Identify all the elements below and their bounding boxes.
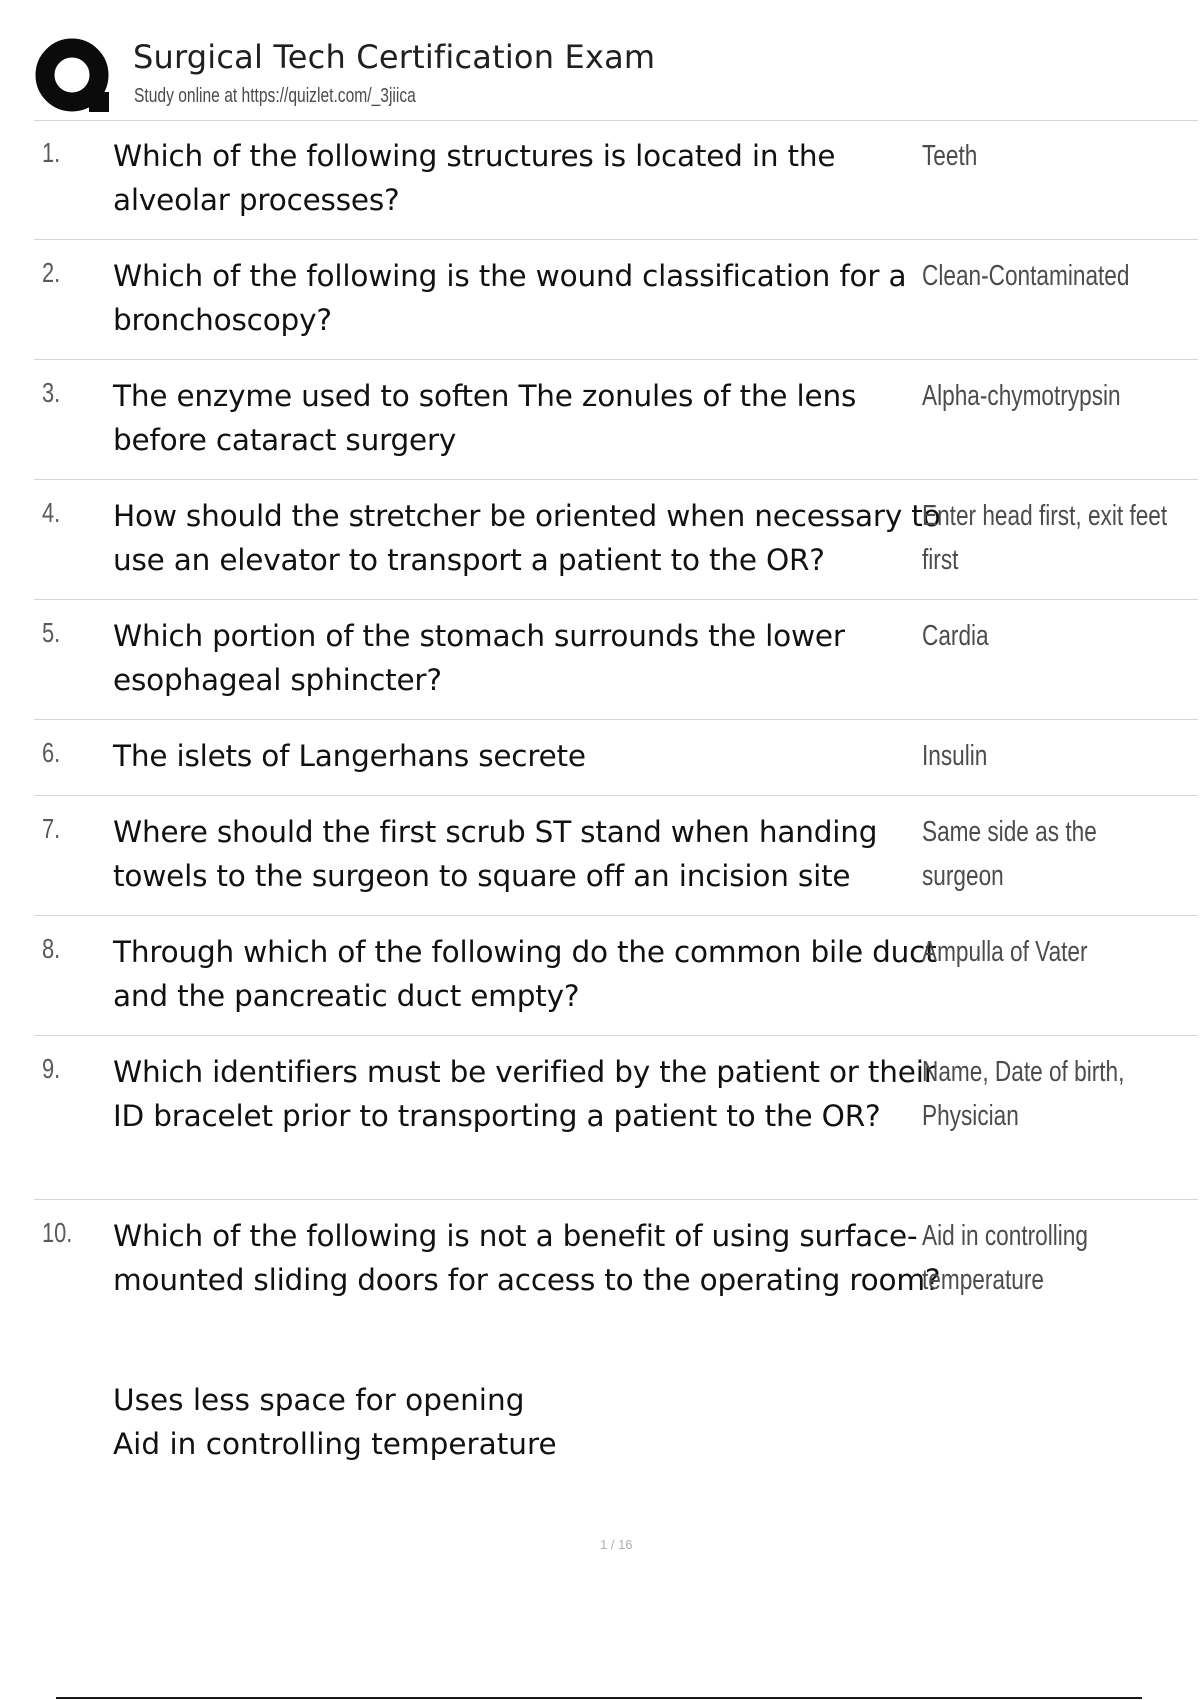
question-row-6 [34,720,1198,796]
question-row-9 [34,1036,1198,1200]
answer-text: Name, Date of birth, Physician [922,1056,1125,1132]
question-row-7 [34,796,1198,916]
answer-text: Enter head first, exit feet first [922,500,1168,576]
answer-text: Insulin [922,740,988,772]
question-text: Which of the following structures is located in the alveolar processes? [113,139,836,217]
study-link-text: Study online at https://quizlet.com/_3jiica [134,85,416,107]
question-row-1 [34,120,1198,240]
question-text: Which of the following is the wound classification for a bronchoscopy? [113,259,907,337]
answer-text: Ampulla of Vater [922,936,1088,968]
answer-text: Alpha-chymotrypsin [922,380,1121,412]
quizlet-logo-icon [35,36,115,116]
answer-text: Aid in controlling temperature [922,1220,1088,1296]
question-number: 5. [42,617,61,648]
answer-options [113,1378,557,1466]
question-row-2 [34,240,1198,360]
question-list [34,120,1198,1460]
question-number: 10. [42,1217,73,1248]
page-title: Surgical Tech Certification Exam [133,38,656,76]
question-number: 9. [42,1053,61,1084]
question-number: 1. [42,137,61,168]
question-text: Through which of the following do the common bile duct and the pancreatic duct empty? [113,935,937,1013]
question-text: Where should the first scrub ST stand when handing towels to the surgeon to square off an incision site [113,815,878,893]
question-text: Which portion of the stomach surrounds the lower esophageal sphincter? [113,619,845,697]
document-header [34,30,1198,121]
question-text: Which identifiers must be verified by the patient or their ID bracelet prior to transporting a patient to the OR? [113,1055,936,1133]
answer-text: Cardia [922,620,989,652]
question-number: 6. [42,737,61,768]
question-number: 8. [42,933,61,964]
answer-option: Aid in controlling temperature [113,1427,557,1461]
answer-text: Teeth [922,140,978,172]
answer-option: Uses less space for opening [113,1383,525,1417]
question-number: 3. [42,377,61,408]
question-number: 7. [42,813,61,844]
question-row-4 [34,480,1198,600]
question-row-5 [34,600,1198,720]
question-text: The enzyme used to soften The zonules of the lens before cataract surgery [113,379,857,457]
question-text: The islets of Langerhans secrete [113,739,586,773]
question-row-8 [34,916,1198,1036]
question-text: Which of the following is not a benefit of using surface-mounted sliding doors for access to the operating room? [113,1219,941,1297]
question-row-3 [34,360,1198,480]
question-text: How should the stretcher be oriented when necessary to use an elevator to transport a patient to the OR? [113,499,941,577]
question-number: 4. [42,497,61,528]
bottom-divider [56,1697,1142,1699]
question-number: 2. [42,257,61,288]
answer-text: Clean-Contaminated [922,260,1130,292]
answer-text: Same side as the surgeon [922,816,1097,892]
page-number: 1 / 16 [600,1537,633,1552]
